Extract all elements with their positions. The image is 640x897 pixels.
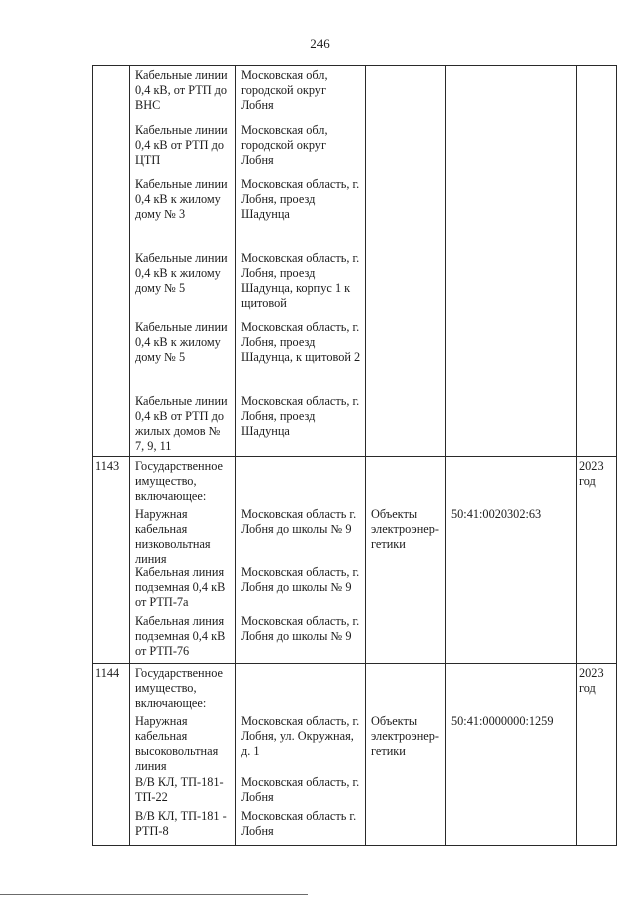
sub-item <box>241 809 361 843</box>
row-number: 1144 <box>95 666 120 680</box>
sub-item <box>371 177 441 251</box>
group-header-spacer <box>371 666 441 714</box>
sub-item <box>371 809 441 843</box>
object-address: Московская область, г. Лобня, проезд Шадунца, корпус 1 к щитовой <box>241 251 360 310</box>
sub-item <box>371 320 441 394</box>
object-name-stack <box>130 457 235 660</box>
sub-item <box>135 68 231 123</box>
group-header: Государственное имущество, включающее: <box>135 459 223 503</box>
group-header-spacer <box>241 666 361 714</box>
sub-item <box>135 775 231 809</box>
object-address-cell <box>236 664 366 846</box>
object-type-stack <box>366 66 445 456</box>
cadastral-number-stack <box>446 664 576 845</box>
sub-item <box>451 507 572 565</box>
object-type-stack <box>366 664 445 845</box>
object-type: Объекты электроэнер-гетики <box>371 714 439 758</box>
object-name: Кабельные линии 0,4 кВ, от РТП до ВНС <box>135 68 228 112</box>
group-header: Государственное имущество, включающее: <box>135 666 223 710</box>
row-number <box>93 66 129 68</box>
sub-item <box>451 775 572 809</box>
sub-item <box>135 714 231 775</box>
sub-item <box>451 320 572 394</box>
inclusion-year: 2023 год <box>579 666 604 695</box>
object-name-stack <box>130 664 235 845</box>
scan-edge-line <box>0 894 308 895</box>
object-name: Кабельная линия подземная 0,4 кВ от РТП-7а <box>135 565 226 609</box>
property-registry-table <box>92 65 617 846</box>
object-address: Московская область, г. Лобня, проезд Шадунца, к щитовой 2 <box>241 320 361 364</box>
year-cell <box>577 66 617 457</box>
object-type-cell <box>366 664 446 846</box>
group-header-spacer <box>451 666 572 714</box>
cadastral-number-cell <box>446 664 577 846</box>
sub-item <box>371 507 441 565</box>
object-name: Кабельные линии 0,4 кВ к жилому дому № 3 <box>135 177 228 221</box>
object-address: Московская область г. Лобня <box>241 809 357 838</box>
object-address: Московская обл, городской округ Лобня <box>241 68 328 112</box>
object-address: Московская область, г. Лобня, проезд Шадунца <box>241 177 360 221</box>
group-header-spacer <box>451 459 572 507</box>
registry-row <box>93 664 617 846</box>
sub-item <box>241 714 361 775</box>
sub-item <box>451 565 572 614</box>
page-number: 246 <box>310 36 330 51</box>
object-name-cell <box>130 664 236 846</box>
sub-item <box>135 394 231 454</box>
sub-item <box>451 68 572 123</box>
sub-item <box>241 251 361 320</box>
object-address: Московская область, г. Лобня, ул. Окружная, д. 1 <box>241 714 360 758</box>
sub-item <box>135 177 231 251</box>
sub-item <box>451 177 572 251</box>
object-name: В/В КЛ, ТП-181- ТП-22 <box>135 775 224 804</box>
object-name: Кабельная линия подземная 0,4 кВ от РТП-76 <box>135 614 226 658</box>
object-name: Наружная кабельная высоковольтная линия <box>135 714 219 773</box>
sub-item <box>371 394 441 454</box>
object-address-stack <box>236 66 365 456</box>
registry-row <box>93 66 617 457</box>
sub-item <box>135 251 231 320</box>
sub-item <box>241 394 361 454</box>
object-type-cell <box>366 457 446 664</box>
object-name: Кабельные линии 0,4 кВ от РТП до жилых домов № 7, 9, 11 <box>135 394 228 453</box>
object-name-cell <box>130 457 236 664</box>
object-name: Кабельные линии 0,4 кВ к жилому дому № 5 <box>135 320 228 364</box>
year-cell <box>577 664 617 846</box>
sub-item <box>371 251 441 320</box>
sub-item <box>135 565 231 614</box>
sub-item <box>241 565 361 614</box>
object-address: Московская область г. Лобня до школы № 9 <box>241 507 357 536</box>
object-name: Кабельные линии 0,4 кВ к жилому дому № 5 <box>135 251 228 295</box>
sub-item <box>371 714 441 775</box>
cadastral-number-cell <box>446 66 577 457</box>
object-name: В/В КЛ, ТП-181 - РТП-8 <box>135 809 227 838</box>
sub-item <box>135 320 231 394</box>
sub-item <box>241 177 361 251</box>
object-type-cell <box>366 66 446 457</box>
object-address-stack <box>236 664 365 845</box>
inclusion-year <box>577 66 616 68</box>
sub-item <box>451 123 572 177</box>
object-name-stack <box>130 66 235 456</box>
sub-item <box>135 123 231 177</box>
object-address: Московская обл, городской округ Лобня <box>241 123 328 167</box>
cadastral-number-cell <box>446 457 577 664</box>
object-address: Московская область, г. Лобня, проезд Шадунца <box>241 394 360 438</box>
group-header-spacer <box>371 459 441 507</box>
row-number-cell <box>93 664 130 846</box>
group-header-spacer <box>241 459 361 507</box>
cadastral-number-stack <box>446 457 576 660</box>
inclusion-year: 2023 год <box>579 459 604 488</box>
object-address: Московская область, г. Лобня до школы № 9 <box>241 565 360 594</box>
object-address: Московская область, г. Лобня <box>241 775 360 804</box>
row-number-cell <box>93 457 130 664</box>
object-address-cell <box>236 457 366 664</box>
sub-item <box>241 775 361 809</box>
sub-item <box>451 714 572 775</box>
sub-item <box>241 123 361 177</box>
sub-item <box>241 68 361 123</box>
object-type-stack <box>366 457 445 660</box>
sub-item <box>241 614 361 658</box>
sub-item <box>241 320 361 394</box>
sub-item <box>135 809 231 843</box>
sub-item <box>451 614 572 658</box>
cadastral-number-stack <box>446 66 576 456</box>
object-address-stack <box>236 457 365 660</box>
object-address-cell <box>236 66 366 457</box>
object-name-cell <box>130 66 236 457</box>
object-name: Кабельные линии 0,4 кВ от РТП до ЦТП <box>135 123 228 167</box>
row-number-cell <box>93 66 130 457</box>
sub-item <box>371 68 441 123</box>
sub-item <box>371 565 441 614</box>
sub-item <box>451 394 572 454</box>
registry-body <box>93 66 617 846</box>
sub-item <box>371 775 441 809</box>
sub-item <box>241 507 361 565</box>
sub-item <box>371 614 441 658</box>
sub-item <box>135 614 231 658</box>
object-name: Наружная кабельная низковольтная линия <box>135 507 211 565</box>
sub-item <box>371 123 441 177</box>
sub-item <box>451 251 572 320</box>
cadastral-number: 50:41:0000000:1259 <box>451 714 554 728</box>
row-number: 1143 <box>95 459 120 473</box>
object-address: Московская область, г. Лобня до школы № 9 <box>241 614 360 643</box>
sub-item <box>135 507 231 565</box>
cadastral-number: 50:41:0020302:63 <box>451 507 542 521</box>
sub-item <box>451 809 572 843</box>
year-cell <box>577 457 617 664</box>
object-type: Объекты электроэнер-гетики <box>371 507 439 551</box>
registry-row <box>93 457 617 664</box>
